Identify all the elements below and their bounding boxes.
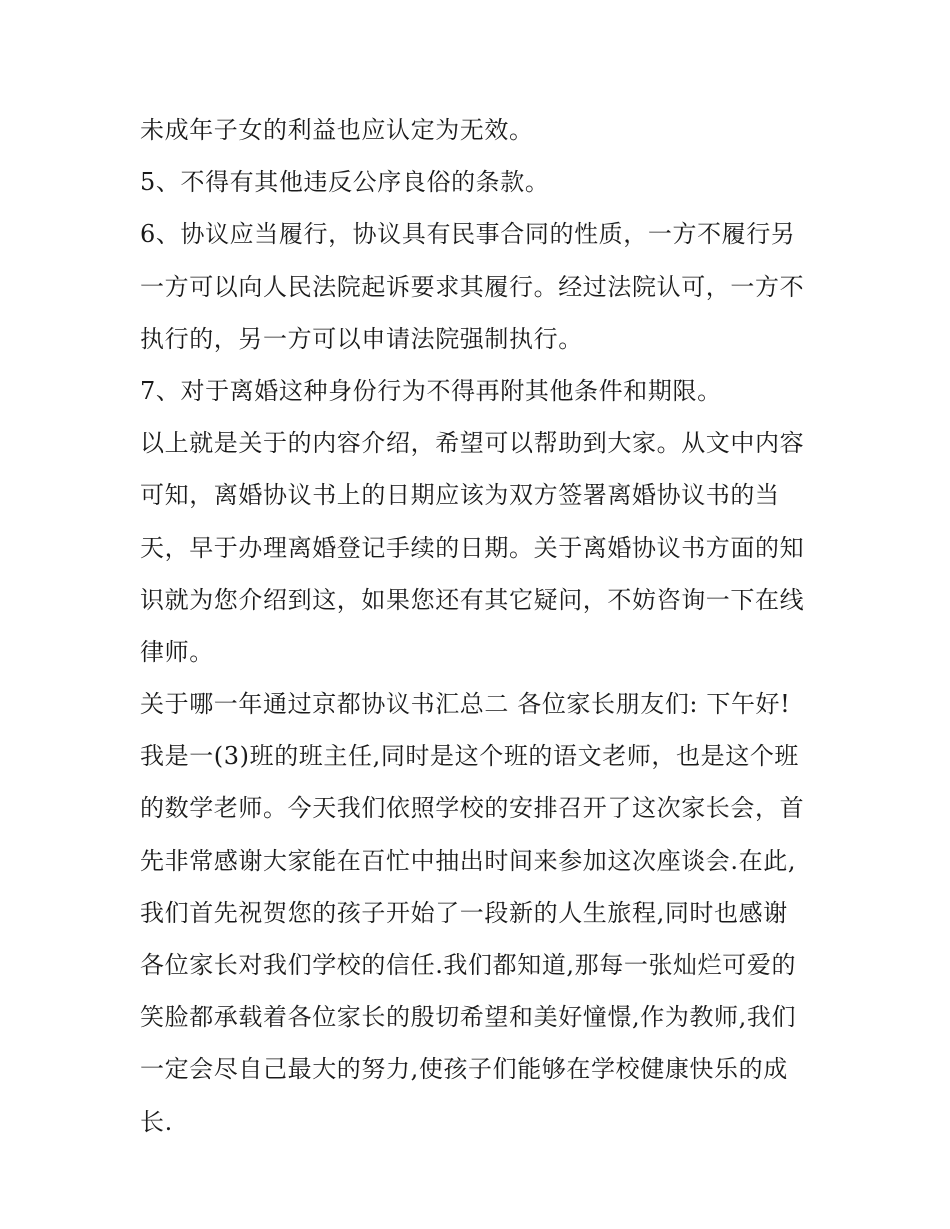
text-line: 一定会尽自己最大的努力,使孩子们能够在学校健康快乐的成: [140, 1055, 788, 1084]
text-line: 各位家长对我们学校的信任.我们都知道,那每一张灿烂可爱的: [140, 951, 797, 979]
text-line: 一方可以向人民法院起诉要求其履行。经过法院认可，一方不: [140, 272, 805, 301]
text-line: 可知，离婚协议书上的日期应该为双方签署离婚协议书的当: [140, 481, 780, 510]
text-line: 长.: [140, 1107, 173, 1136]
text-line: 天，早于办理离婚登记手续的日期。关于离婚协议书方面的知: [140, 533, 805, 562]
text-line: 我是一(3)班的班主任,同时是这个班的语文老师，也是这个班: [140, 742, 800, 771]
text-line: 识就为您介绍到这，如果您还有其它疑问，不妨咨询一下在线: [140, 585, 805, 614]
text-line: 先非常感谢大家能在百忙中抽出时间来参加这次座谈会.在此,: [140, 846, 797, 875]
text-line: 我们首先祝贺您的孩子开始了一段新的人生旅程,同时也感谢: [140, 898, 788, 927]
text-line: 以上就是关于的内容介绍，希望可以帮助到大家。从文中内容: [140, 429, 805, 458]
text-line: 5、不得有其他违反公序良俗的条款。: [140, 168, 550, 197]
text-line: 笑脸都承载着各位家长的殷切希望和美好憧憬,作为教师,我们: [140, 1003, 797, 1032]
section-heading-line: 关于哪一年通过京都协议书汇总二 各位家长朋友们: 下午好!: [140, 690, 791, 719]
text-line: 律师。: [140, 637, 214, 666]
text-line: 7、对于离婚这种身份行为不得再附其他条件和期限。: [140, 376, 722, 405]
text-line: 6、协议应当履行，协议具有民事合同的性质，一方不履行另: [140, 220, 796, 249]
text-line: 未成年子女的利益也应认定为无效。: [140, 116, 534, 144]
document-body: [140, 110, 820, 1154]
text-line: 的数学老师。今天我们依照学校的安排召开了这次家长会，首: [140, 794, 805, 823]
text-line: 执行的，另一方可以申请法院强制执行。: [140, 324, 583, 353]
